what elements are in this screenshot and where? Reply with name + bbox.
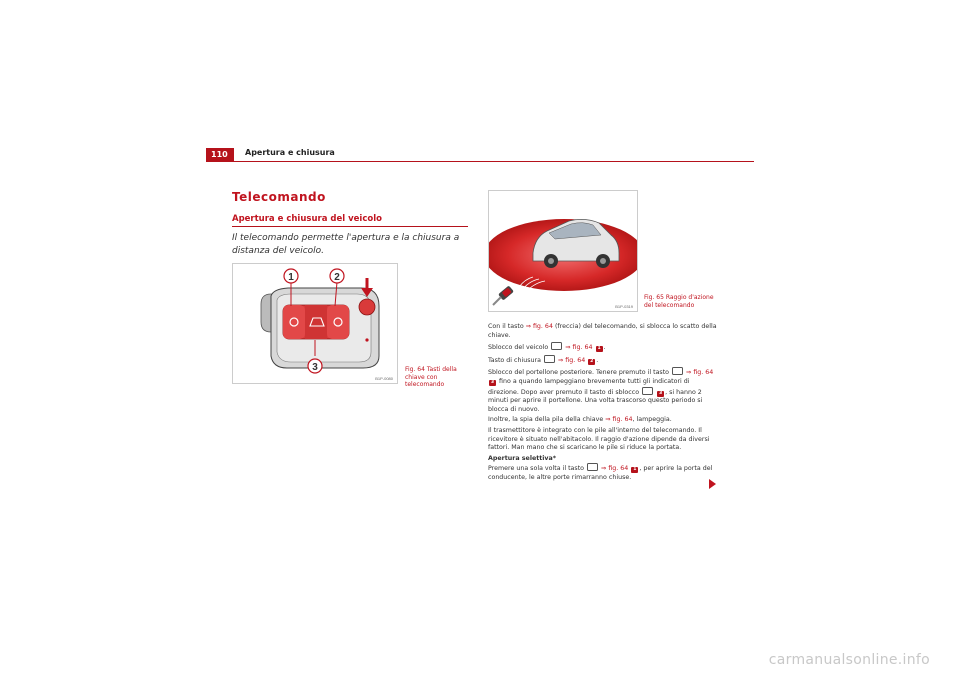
subsection-rule bbox=[232, 226, 468, 227]
header-title: Apertura e chiusura bbox=[245, 148, 335, 157]
callout-3: 3 bbox=[312, 362, 318, 373]
paragraph-1: Con il tasto ⇒ fig. 64 (freccia) del telecomando, si sblocca lo scatto della chiave. bbox=[488, 323, 717, 339]
unlock-key-icon bbox=[551, 342, 562, 350]
remote-range-illustration bbox=[489, 191, 638, 312]
figure-remote-range bbox=[488, 190, 638, 312]
fig-ref[interactable]: ⇒ fig. 64 bbox=[605, 416, 633, 424]
unlock-key-icon bbox=[587, 463, 598, 471]
callout-badge: 1 bbox=[633, 467, 637, 473]
subsection-title: Apertura e chiusura del veicolo bbox=[232, 214, 382, 224]
page-number: 110 bbox=[206, 148, 234, 161]
paragraph-7: Premere una sola volta il tasto ⇒ fig. 64 1 , per aprire la porta del conducente, le altre porte rimarranno chiuse. bbox=[488, 465, 713, 481]
figure-remote-key bbox=[232, 263, 398, 384]
paragraph-4: Sblocco del portellone posteriore. Tenere premuto il tasto ⇒ fig. 64 3 fino a quando lampeggiano brevemente tutti gli indicatori di direzione. Dopo aver premuto il tasto di sblocco 3 , si hanno 2 minuti per aprire il portellone. Una volta trascorso questo periodo si blocca di nuovo. bbox=[488, 369, 714, 413]
callout-2: 2 bbox=[334, 272, 340, 283]
fig-ref[interactable]: ⇒ fig. 64 bbox=[601, 465, 629, 473]
lock-key-icon bbox=[544, 355, 555, 363]
paragraph-5: Inoltre, la spia della pila della chiave ⇒ fig. 64, lampeggia. bbox=[488, 416, 672, 424]
fig-ref[interactable]: ⇒ fig. 64 bbox=[525, 323, 553, 330]
paragraph-2: Sblocco del veicolo ⇒ fig. 64 1 . bbox=[488, 344, 606, 352]
tailgate-key-icon bbox=[672, 367, 683, 375]
paragraph-6: Il trasmettitore è integrato con le pile all'interno del telecomando. Il ricevitore è situato nell'abitacolo. Il raggio d'azione dipende da diversi fattori. Man mano che si scaricano le pile si riduce la portata. bbox=[488, 426, 710, 452]
fig65-caption: Fig. 65 Raggio d'azione del telecomando bbox=[644, 294, 714, 309]
fig-ref[interactable]: ⇒ fig. 64 bbox=[686, 369, 714, 377]
callout-badge: 3 bbox=[658, 390, 663, 396]
intro-text: Il telecomando permette l'apertura e la chiusura a distanza del veicolo. bbox=[232, 233, 460, 256]
remote-key-illustration bbox=[233, 264, 398, 384]
callout-1: 1 bbox=[288, 272, 294, 283]
paragraph-3: Tasto di chiusura ⇒ fig. 64 2 . bbox=[488, 356, 599, 364]
fig65-code: B1P-0319 bbox=[615, 304, 633, 309]
fig64-code: B1P-0080 bbox=[375, 376, 393, 381]
fig-ref[interactable]: ⇒ fig. 64 bbox=[565, 344, 593, 352]
callout-badge: 2 bbox=[590, 358, 594, 364]
fig-ref[interactable]: ⇒ fig. 64 bbox=[557, 356, 586, 364]
callout-badge: 3 bbox=[490, 379, 495, 385]
header-rule bbox=[206, 161, 754, 162]
selective-opening-heading: Apertura selettiva* bbox=[488, 454, 557, 462]
watermark: carmanualsonline.info bbox=[768, 652, 930, 668]
tailgate-key-icon bbox=[642, 387, 653, 395]
section-title: Telecomando bbox=[232, 190, 326, 204]
callout-badge: 1 bbox=[597, 346, 601, 352]
fig64-caption: Fig. 64 Tasti della chiave con telecomando bbox=[405, 366, 457, 388]
continue-arrow-icon[interactable] bbox=[709, 479, 716, 489]
body-text bbox=[488, 323, 718, 485]
